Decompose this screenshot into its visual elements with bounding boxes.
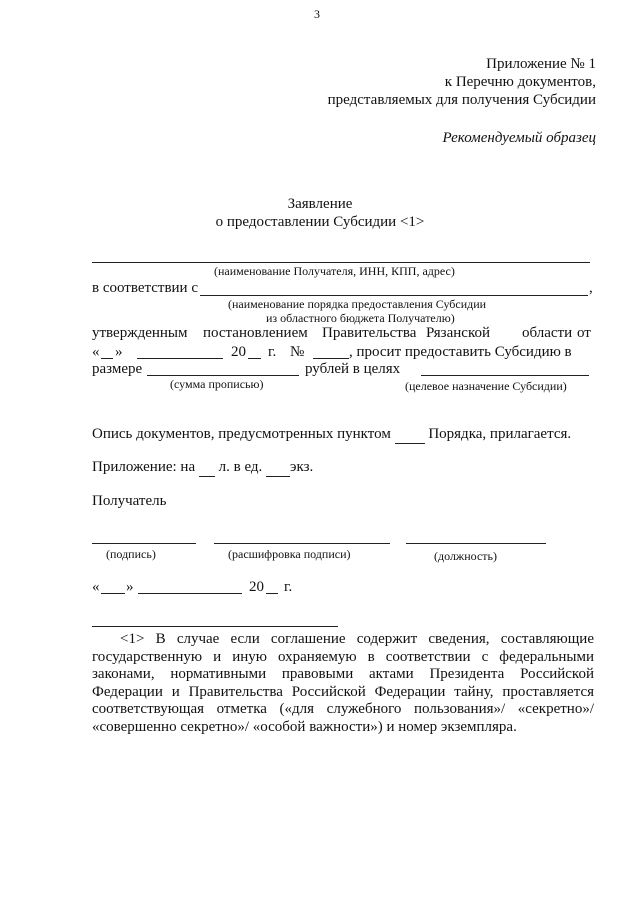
footnote-line-4: Федерации и Правительства Российской Федерации тайну, проставляется xyxy=(92,683,594,700)
appendix-number: Приложение № 1 xyxy=(486,56,596,72)
footnote-line-6: «совершенно секретно»/ «особой важности») и номер экземпляра. xyxy=(92,718,517,735)
appendix-b: л. в ед. xyxy=(218,459,263,475)
amount-label: размере xyxy=(92,361,143,377)
approved-word-6: от xyxy=(577,325,591,341)
purpose-line[interactable] xyxy=(421,375,589,376)
approved-word-3: Правительства xyxy=(322,325,417,341)
date2-day-line[interactable] xyxy=(101,593,125,594)
amount-line[interactable] xyxy=(147,375,299,376)
appendix-a: Приложение: на xyxy=(92,459,196,475)
day-line[interactable] xyxy=(101,358,113,359)
date-open-quote: « xyxy=(92,344,100,360)
date2-year-line[interactable] xyxy=(266,593,278,594)
approved-word-4: Рязанской xyxy=(426,325,490,341)
purpose-caption: (целевое назначение Субсидии) xyxy=(405,379,567,393)
date2-g: г. xyxy=(284,579,293,595)
date2-year-prefix: 20 xyxy=(249,579,264,595)
signature-caption: (подпись) xyxy=(106,547,156,561)
date2-open-quote: « xyxy=(92,579,100,595)
year-g: г. xyxy=(268,344,277,360)
page-number: 3 xyxy=(314,7,320,21)
number-line[interactable] xyxy=(313,358,349,359)
month-line[interactable] xyxy=(137,358,223,359)
number-sign: № xyxy=(290,344,305,360)
footnote-line-1: <1> В случае если соглашение содержит сведения, составляющие xyxy=(120,631,594,647)
copies-line[interactable] xyxy=(266,459,290,477)
approved-word-1: утвержденным xyxy=(92,325,188,341)
footnote-line-5: соответствующая отметка («для служебного пользования»/ «секретно»/ xyxy=(92,701,594,717)
appendix-c: экз. xyxy=(290,459,314,475)
year-prefix: 20 xyxy=(231,344,246,360)
year-line[interactable] xyxy=(248,358,261,359)
sum-caption: (сумма прописью) xyxy=(170,377,264,391)
footnote-line-3: законами, нормативными правовыми актами Президента Российской xyxy=(92,666,594,682)
appendix-purpose: представляемых для получения Субсидии xyxy=(327,92,596,108)
footnote xyxy=(92,631,594,736)
order-name-line[interactable] xyxy=(200,295,588,296)
decoding-caption: (расшифровка подписи) xyxy=(228,547,351,561)
approved-word-5: области xyxy=(522,325,573,341)
order-caption-2: из областного бюджета Получателю) xyxy=(266,311,455,325)
approved-word-2: постановлением xyxy=(203,325,308,341)
inventory-text-a: Опись документов, предусмотренных пунктом xyxy=(92,426,391,442)
recipient-caption: (наименование Получателя, ИНН, КПП, адрес) xyxy=(214,264,455,278)
decoding-line[interactable] xyxy=(214,543,390,544)
document-subtitle: о предоставлении Субсидии <1> xyxy=(215,214,425,230)
recipient-name-line[interactable] xyxy=(92,262,590,263)
document-title: Заявление xyxy=(287,196,353,212)
footnote-line-2: государственную и иную охраняемую в соответствии с федеральными xyxy=(92,648,594,665)
recommended-sample: Рекомендуемый образец xyxy=(442,130,596,146)
position-caption: (должность) xyxy=(434,549,497,563)
item-number-line[interactable] xyxy=(395,426,425,444)
footnote-separator xyxy=(92,626,338,627)
requests-text: , просит предоставить Субсидию в xyxy=(349,344,572,360)
date2-close-quote: » xyxy=(126,579,134,595)
sheets-line[interactable] xyxy=(199,459,215,477)
appendix-text xyxy=(92,459,313,477)
in-accordance-label: в соответствии с xyxy=(92,280,198,296)
rubles-purpose-label: рублей в целях xyxy=(305,361,401,377)
comma: , xyxy=(589,280,593,296)
appendix-to-list: к Перечню документов, xyxy=(444,74,596,90)
order-caption-1: (наименование порядка предоставления Субсидии xyxy=(228,297,487,311)
position-line[interactable] xyxy=(406,543,546,544)
inventory-text xyxy=(92,426,571,444)
recipient-label: Получатель xyxy=(92,493,167,509)
inventory-text-b: Порядка, прилагается. xyxy=(428,426,572,442)
signature-line[interactable] xyxy=(92,543,196,544)
date-close-quote: » xyxy=(115,344,123,360)
date2-month-line[interactable] xyxy=(138,593,242,594)
